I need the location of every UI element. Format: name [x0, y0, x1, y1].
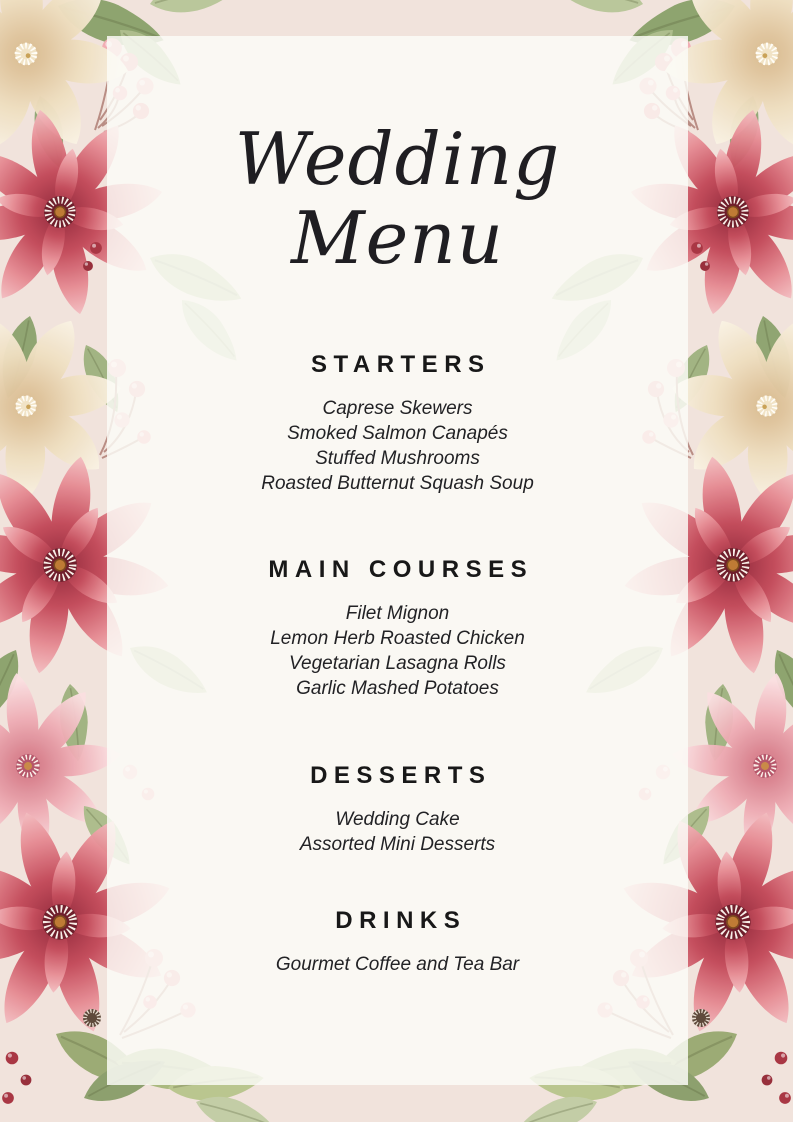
menu-item: Vegetarian Lasagna Rolls — [289, 653, 506, 674]
menu-title-line2: Menu — [290, 196, 505, 280]
menu-item: Lemon Herb Roasted Chicken — [270, 628, 525, 649]
menu-item: Filet Mignon — [345, 603, 450, 624]
menu-title-line1: Wedding — [234, 117, 561, 201]
menu-item: Stuffed Mushrooms — [315, 448, 480, 469]
section-items — [107, 396, 688, 496]
menu-item: Smoked Salmon Canapés — [287, 423, 508, 444]
section-heading: DESSERTS — [310, 762, 492, 789]
menu-item: Gourmet Coffee and Tea Bar — [275, 954, 520, 975]
section-items — [107, 952, 688, 977]
section-main-courses — [107, 555, 688, 701]
menu-item: Wedding Cake — [335, 809, 460, 830]
section-heading: DRINKS — [335, 907, 467, 934]
section-heading: MAIN COURSES — [268, 556, 534, 583]
menu-item: Garlic Mashed Potatoes — [296, 678, 499, 699]
section-items — [107, 807, 688, 857]
section-starters — [107, 350, 688, 496]
menu-item: Roasted Butternut Squash Soup — [261, 473, 534, 494]
section-heading: STARTERS — [310, 351, 491, 378]
menu-title — [107, 117, 688, 280]
section-items — [107, 601, 688, 701]
menu-item: Assorted Mini Desserts — [299, 834, 496, 855]
section-desserts — [107, 761, 688, 857]
menu-item: Caprese Skewers — [322, 398, 473, 419]
section-drinks — [107, 906, 688, 977]
menu-panel — [107, 36, 688, 1085]
